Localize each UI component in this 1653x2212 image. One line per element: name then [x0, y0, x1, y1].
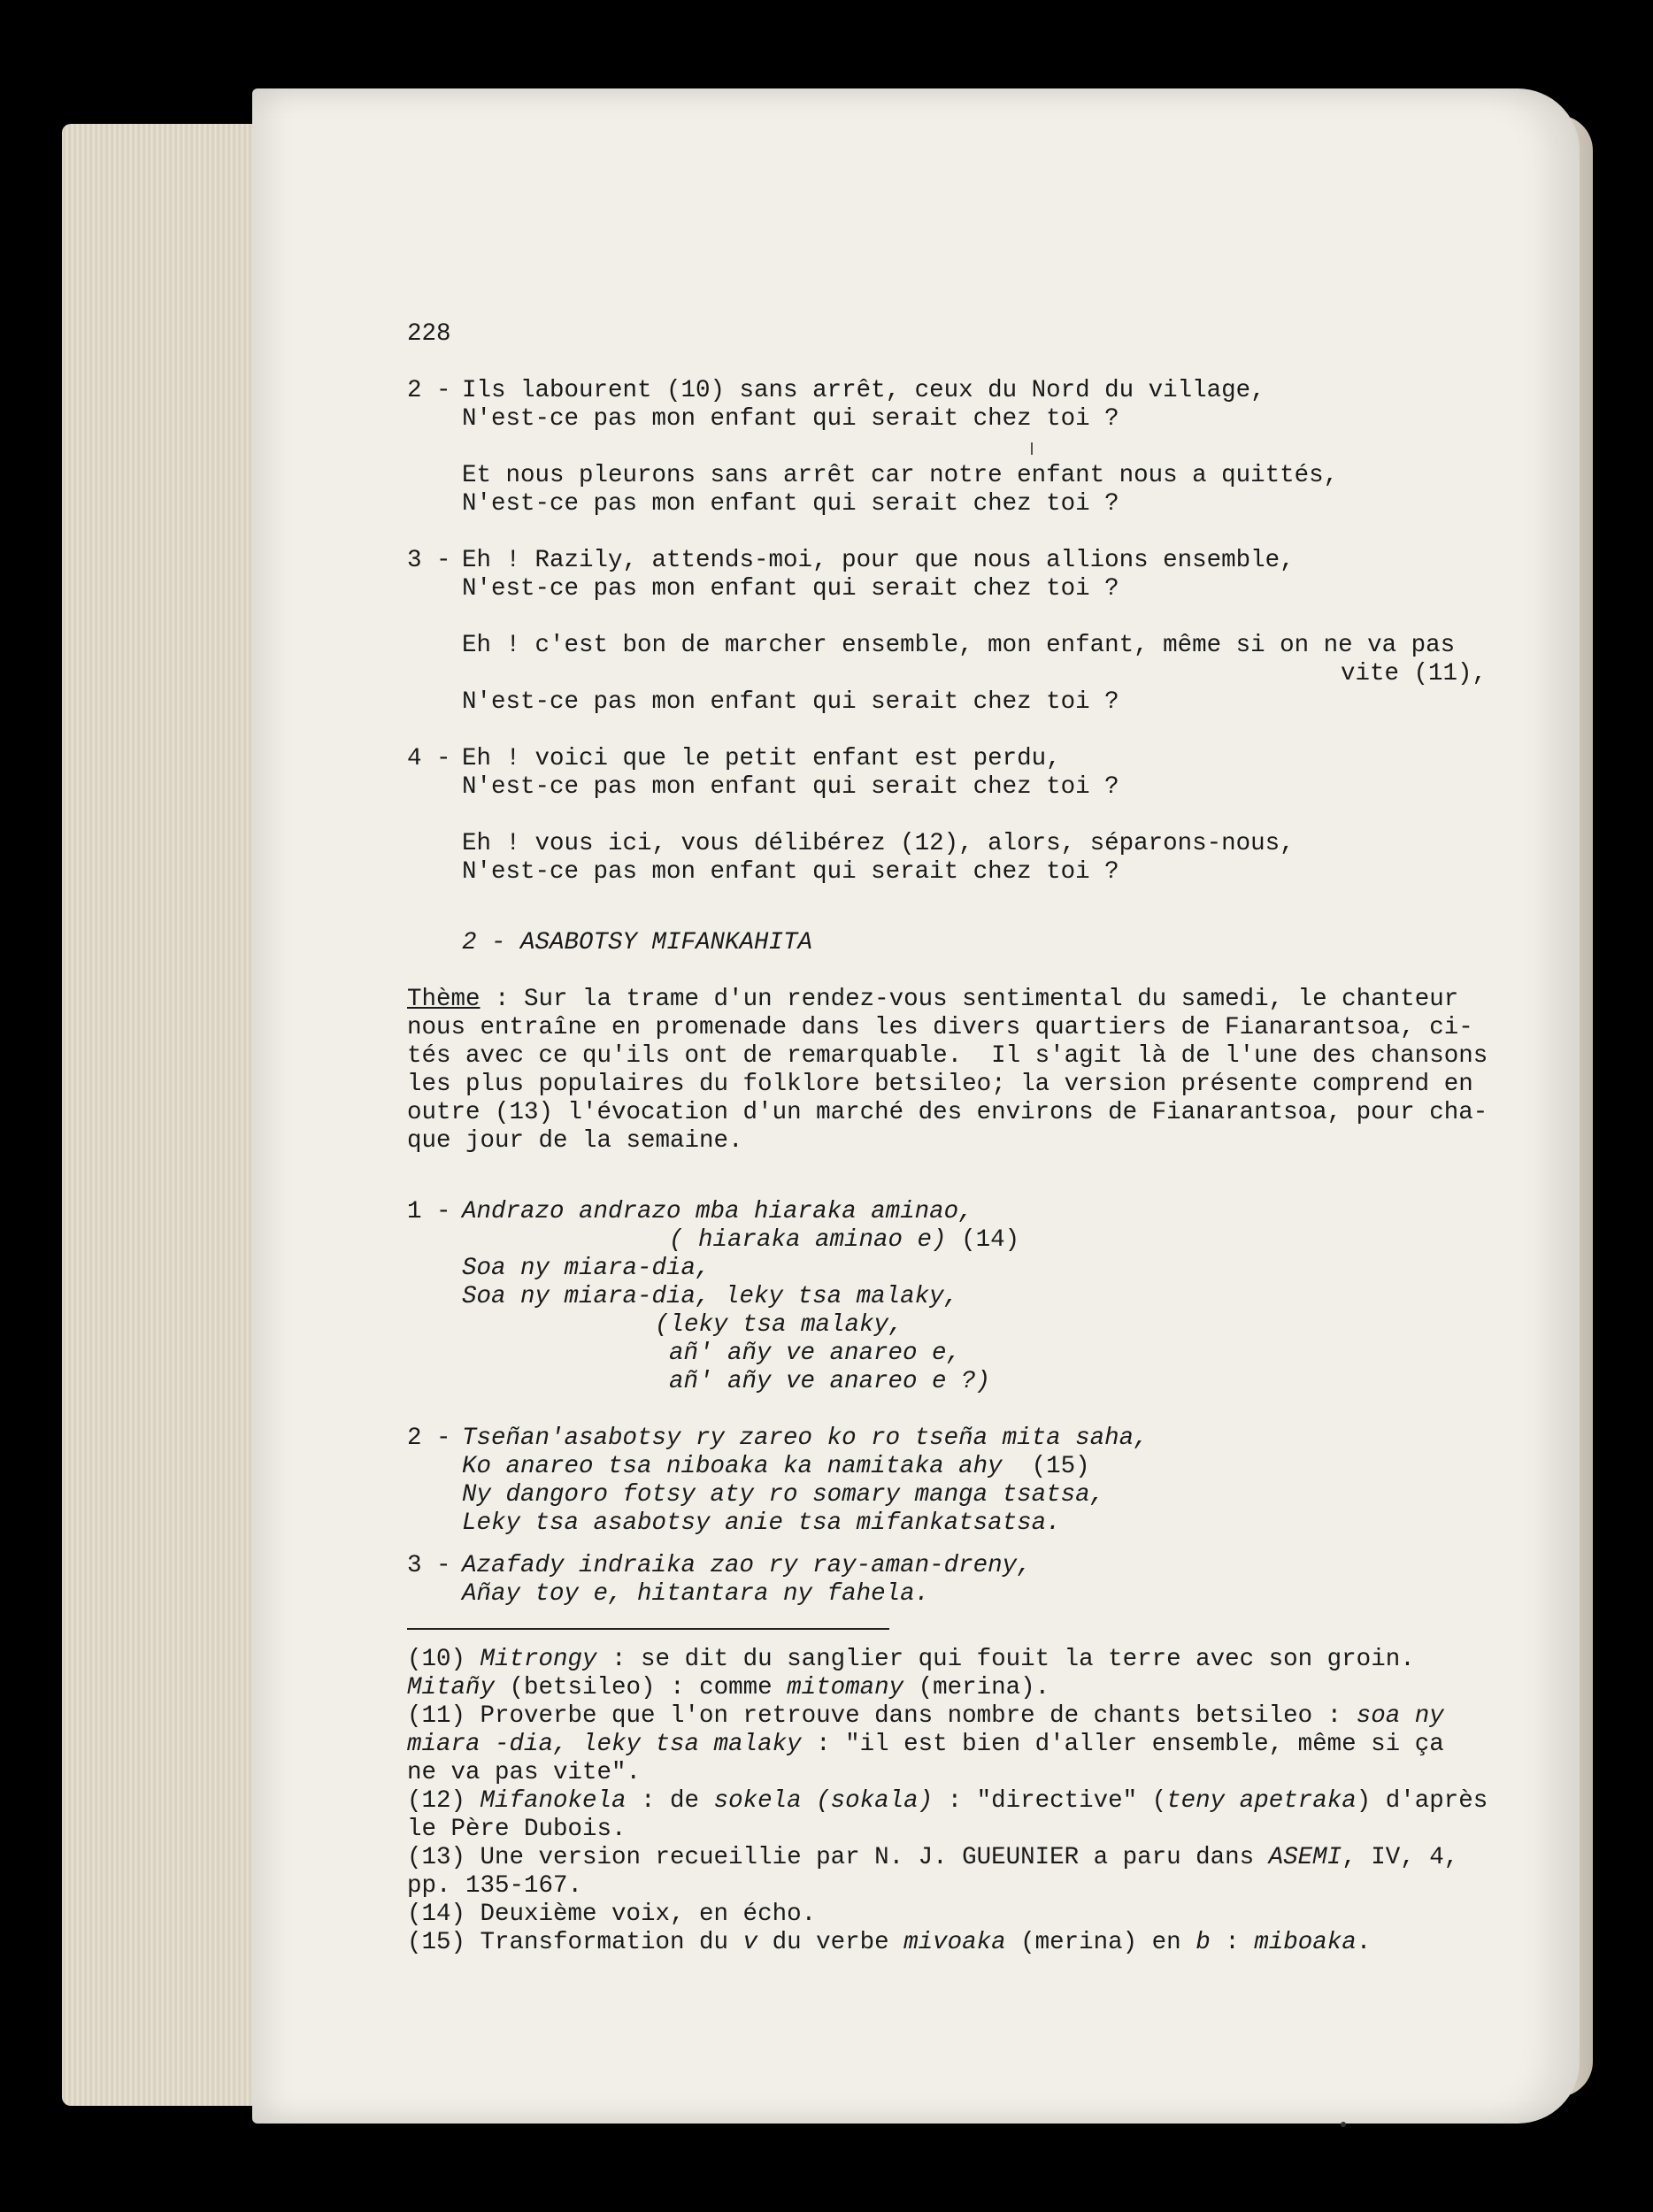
verse-line: Azafady indraika zao ry ray-aman-dreny, [462, 1552, 1032, 1579]
ink-dot [1341, 2122, 1346, 2127]
theme-line: : Sur la trame d'un rendez-vous sentimental du samedi, le chanteur [480, 986, 1459, 1013]
verse-line: N'est-ce pas mon enfant qui serait chez toi ? [462, 773, 1119, 801]
malagasy-verse [407, 1198, 1487, 1396]
stanza [407, 830, 1487, 887]
stanza [407, 632, 1487, 717]
theme-line: que jour de la semaine. [407, 1127, 743, 1155]
verse-line: Soa ny miara-dia, [462, 1255, 711, 1282]
verse-number: 2 - [407, 1425, 451, 1452]
verse-line: añ' añy ve anareo e, [669, 1340, 962, 1367]
verse-line: Andrazo andrazo mba hiaraka aminao, [462, 1198, 973, 1225]
verse-line: N'est-ce pas mon enfant qui serait chez toi ? [462, 858, 1119, 886]
footnote-11: (11) Proverbe que l'on retrouve dans nombre de chants betsileo : soa ny [407, 1702, 1444, 1730]
verse-line: N'est-ce pas mon enfant qui serait chez toi ? [462, 688, 1119, 716]
footnote-11-cont: miara -dia, leky tsa malaky : "il est bien d'aller ensemble, même si ça [407, 1731, 1444, 1758]
verse-line: Soa ny miara-dia, leky tsa malaky, [462, 1283, 959, 1310]
footnote-13-cont: pp. 135-167. [407, 1872, 583, 1900]
verse-line: N'est-ce pas mon enfant qui serait chez toi ? [462, 490, 1119, 518]
section-heading: 2 - ASABOTSY MIFANKAHITA [462, 929, 813, 956]
verse-line: Tseñan'asabotsy ry zareo ko ro tseña mita saha, [462, 1425, 1149, 1452]
stanza [407, 462, 1487, 518]
page-content [407, 320, 1487, 1957]
verse-line: Eh ! vous ici, vous délibérez (12), alors, séparons-nous, [462, 830, 1295, 857]
footnote-rule [407, 1628, 889, 1630]
verse-line: N'est-ce pas mon enfant qui serait chez toi ? [462, 575, 1119, 603]
verse-line: Et nous pleurons sans arrêt car notre enfant nous a quittés, [462, 462, 1339, 489]
verse-line: Leky tsa asabotsy anie tsa mifankatsatsa. [462, 1509, 1061, 1537]
footnote-ref: (15) [1002, 1453, 1090, 1480]
footnote-15: (15) Transformation du v du verbe mivoaka (merina) en b : miboaka. [407, 1929, 1372, 1956]
footnote-10: (10) Mitrongy : se dit du sanglier qui fouit la terre avec son groin. [407, 1646, 1415, 1673]
verse-line: ( hiaraka aminao e) [669, 1226, 947, 1254]
verse-line: Ils labourent (10) sans arrêt, ceux du Nord du village, [462, 377, 1265, 404]
footnote-ref: (14) [946, 1226, 1020, 1254]
book-page-edges [62, 124, 265, 2106]
theme-line: les plus populaires du folklore betsileo; la version présente comprend en [407, 1071, 1473, 1098]
theme-label: Thème [407, 986, 481, 1013]
verse-line: vite (11), [1340, 660, 1487, 687]
verse-line: Ko anareo tsa niboaka ka namitaka ahy [462, 1453, 1003, 1480]
theme-line: tés avec ce qu'ils ont de remarquable. Il s'agit là de l'une des chansons [407, 1042, 1488, 1070]
verse-number: 4 - [407, 745, 451, 772]
verse-line: añ' añy ve anareo e ?) [669, 1368, 991, 1395]
footnote-10-cont: Mitañy (betsileo) : comme mitomany (merina). [407, 1674, 1050, 1701]
theme-paragraph [407, 986, 1487, 1156]
verse-line: Eh ! voici que le petit enfant est perdu, [462, 745, 1061, 772]
book-page [252, 88, 1580, 2124]
theme-line: outre (13) l'évocation d'un marché des environs de Fianarantsoa, pour cha- [407, 1099, 1488, 1126]
footnote-13: (13) Une version recueillie par N. J. GUEUNIER a paru dans ASEMI, IV, 4, [407, 1844, 1459, 1871]
stanza [407, 547, 1487, 603]
verse-line: (leky tsa malaky, [655, 1311, 903, 1339]
footnote-12: (12) Mifanokela : de sokela (sokala) : "directive" (teny apetraka) d'après [407, 1787, 1488, 1815]
stanza [407, 745, 1487, 802]
verse-line: Añay toy e, hitantara ny fahela. [462, 1580, 930, 1608]
page-number: 228 [407, 320, 451, 348]
malagasy-verse [407, 1425, 1487, 1538]
stanza [407, 377, 1487, 434]
malagasy-verse [407, 1552, 1487, 1609]
verse-number: 2 - [407, 377, 451, 404]
footnote-14: (14) Deuxième voix, en écho. [407, 1901, 817, 1928]
footnote-12-cont: le Père Dubois. [407, 1816, 627, 1843]
footnotes [407, 1646, 1487, 1957]
theme-line: nous entraîne en promenade dans les divers quartiers de Fianarantsoa, ci- [407, 1014, 1473, 1041]
verse-number: 1 - [407, 1198, 451, 1225]
verse-line: N'est-ce pas mon enfant qui serait chez toi ? [462, 405, 1119, 433]
verse-line: Eh ! Razily, attends-moi, pour que nous allions ensemble, [462, 547, 1295, 574]
verse-line: Eh ! c'est bon de marcher ensemble, mon enfant, même si on ne va pas [462, 632, 1456, 659]
verse-line: Ny dangoro fotsy aty ro somary manga tsatsa, [462, 1481, 1105, 1509]
footnote-11-cont: ne va pas vite". [407, 1759, 642, 1786]
verse-number: 3 - [407, 1552, 451, 1579]
verse-number: 3 - [407, 547, 451, 574]
